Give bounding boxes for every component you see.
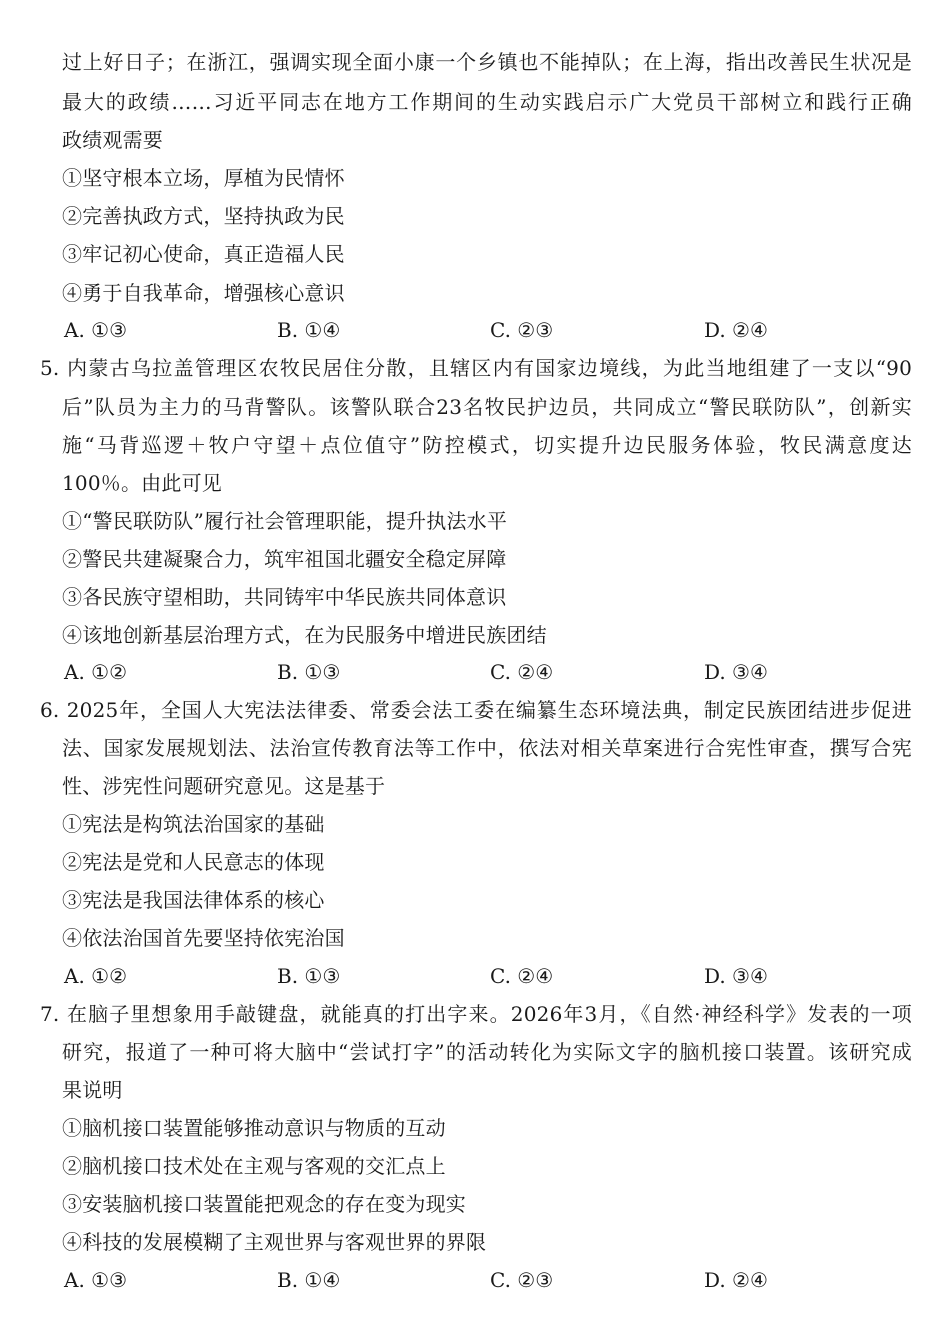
question-6-option-a: A. ①② [64,964,128,988]
question-7-statement: ④科技的发展模糊了主观世界与客观世界的界限 [62,1230,487,1254]
question-5-option-c: C. ②④ [490,660,554,684]
question-7-statement: ②脑机接口技术处在主观与客观的交汇点上 [62,1154,446,1178]
question-4-statement: ④勇于自我革命，增强核心意识 [62,281,345,305]
question-5-option-b: B. ①③ [277,660,341,684]
question-5-stem-line: 5. 内蒙古乌拉盖管理区农牧民居住分散，且辖区内有国家边境线，为此当地组建了一支以“90 [40,356,912,380]
question-7-option-b: B. ①④ [277,1268,341,1292]
question-7-stem-line: 研究，报道了一种可将大脑中“尝试打字”的活动转化为实际文字的脑机接口装置。该研究成 [62,1040,912,1064]
question-5-stem-line: 施“马背巡逻＋牧户守望＋点位值守”防控模式，切实提升边民服务体验，牧民满意度达 [62,433,912,457]
question-7-option-c: C. ②③ [490,1268,554,1292]
question-5-stem-line: 100％。由此可见 [62,471,222,495]
question-5-statement: ②警民共建凝聚合力，筑牢祖国北疆安全稳定屏障 [62,547,507,571]
question-6-statement: ④依法治国首先要坚持依宪治国 [62,926,345,950]
question-7-stem-line: 果说明 [62,1078,123,1102]
question-4-statement: ①坚守根本立场，厚植为民情怀 [62,166,345,190]
question-6-option-b: B. ①③ [277,964,341,988]
question-4-statement: ③牢记初心使命，真正造福人民 [62,242,345,266]
question-5-statement: ③各民族守望相助，共同铸牢中华民族共同体意识 [62,585,507,609]
question-4-option-b: B. ①④ [277,318,341,342]
question-7-statement: ③安装脑机接口装置能把观念的存在变为现实 [62,1192,466,1216]
question-4-option-c: C. ②③ [490,318,554,342]
question-6-statement: ①宪法是构筑法治国家的基础 [62,812,325,836]
question-5-stem-line: 后”队员为主力的马背警队。该警队联合23名牧民护边员，共同成立“警民联防队”，创新实 [62,395,912,419]
question-4-statement: ②完善执政方式，坚持执政为民 [62,204,345,228]
question-4-option-a: A. ①③ [64,318,128,342]
question-6-stem-line: 性、涉宪性问题研究意见。这是基于 [62,774,386,798]
question-5-statement: ④该地创新基层治理方式，在为民服务中增进民族团结 [62,623,547,647]
question-4-stem-line: 过上好日子；在浙江，强调实现全面小康一个乡镇也不能掉队；在上海，指出改善民生状况是 [62,50,912,74]
question-6-option-d: D. ③④ [704,964,768,988]
question-4-stem-line: 政绩观需要 [62,128,163,152]
question-6-stem-line: 6. 2025年，全国人大宪法法律委、常委会法工委在编纂生态环境法典，制定民族团结进步促进 [40,698,912,722]
question-5-statement: ①“警民联防队”履行社会管理职能，提升执法水平 [62,509,508,533]
question-6-stem-line: 法、国家发展规划法、法治宣传教育法等工作中，依法对相关草案进行合宪性审查，撰写合宪 [62,736,912,760]
question-7-stem-line: 7. 在脑子里想象用手敲键盘，就能真的打出字来。2026年3月，《自然·神经科学》发表的一项 [40,1002,912,1026]
question-7-option-a: A. ①③ [64,1268,128,1292]
question-6-option-c: C. ②④ [490,964,554,988]
question-4-stem-line: 最大的政绩……习近平同志在地方工作期间的生动实践启示广大党员干部树立和践行正确 [62,90,912,114]
question-7-statement: ①脑机接口装置能够推动意识与物质的互动 [62,1116,446,1140]
question-7-option-d: D. ②④ [704,1268,768,1292]
question-6-statement: ③宪法是我国法律体系的核心 [62,888,325,912]
question-4-option-d: D. ②④ [704,318,768,342]
question-6-statement: ②宪法是党和人民意志的体现 [62,850,325,874]
question-5-option-d: D. ③④ [704,660,768,684]
question-5-option-a: A. ①② [64,660,128,684]
